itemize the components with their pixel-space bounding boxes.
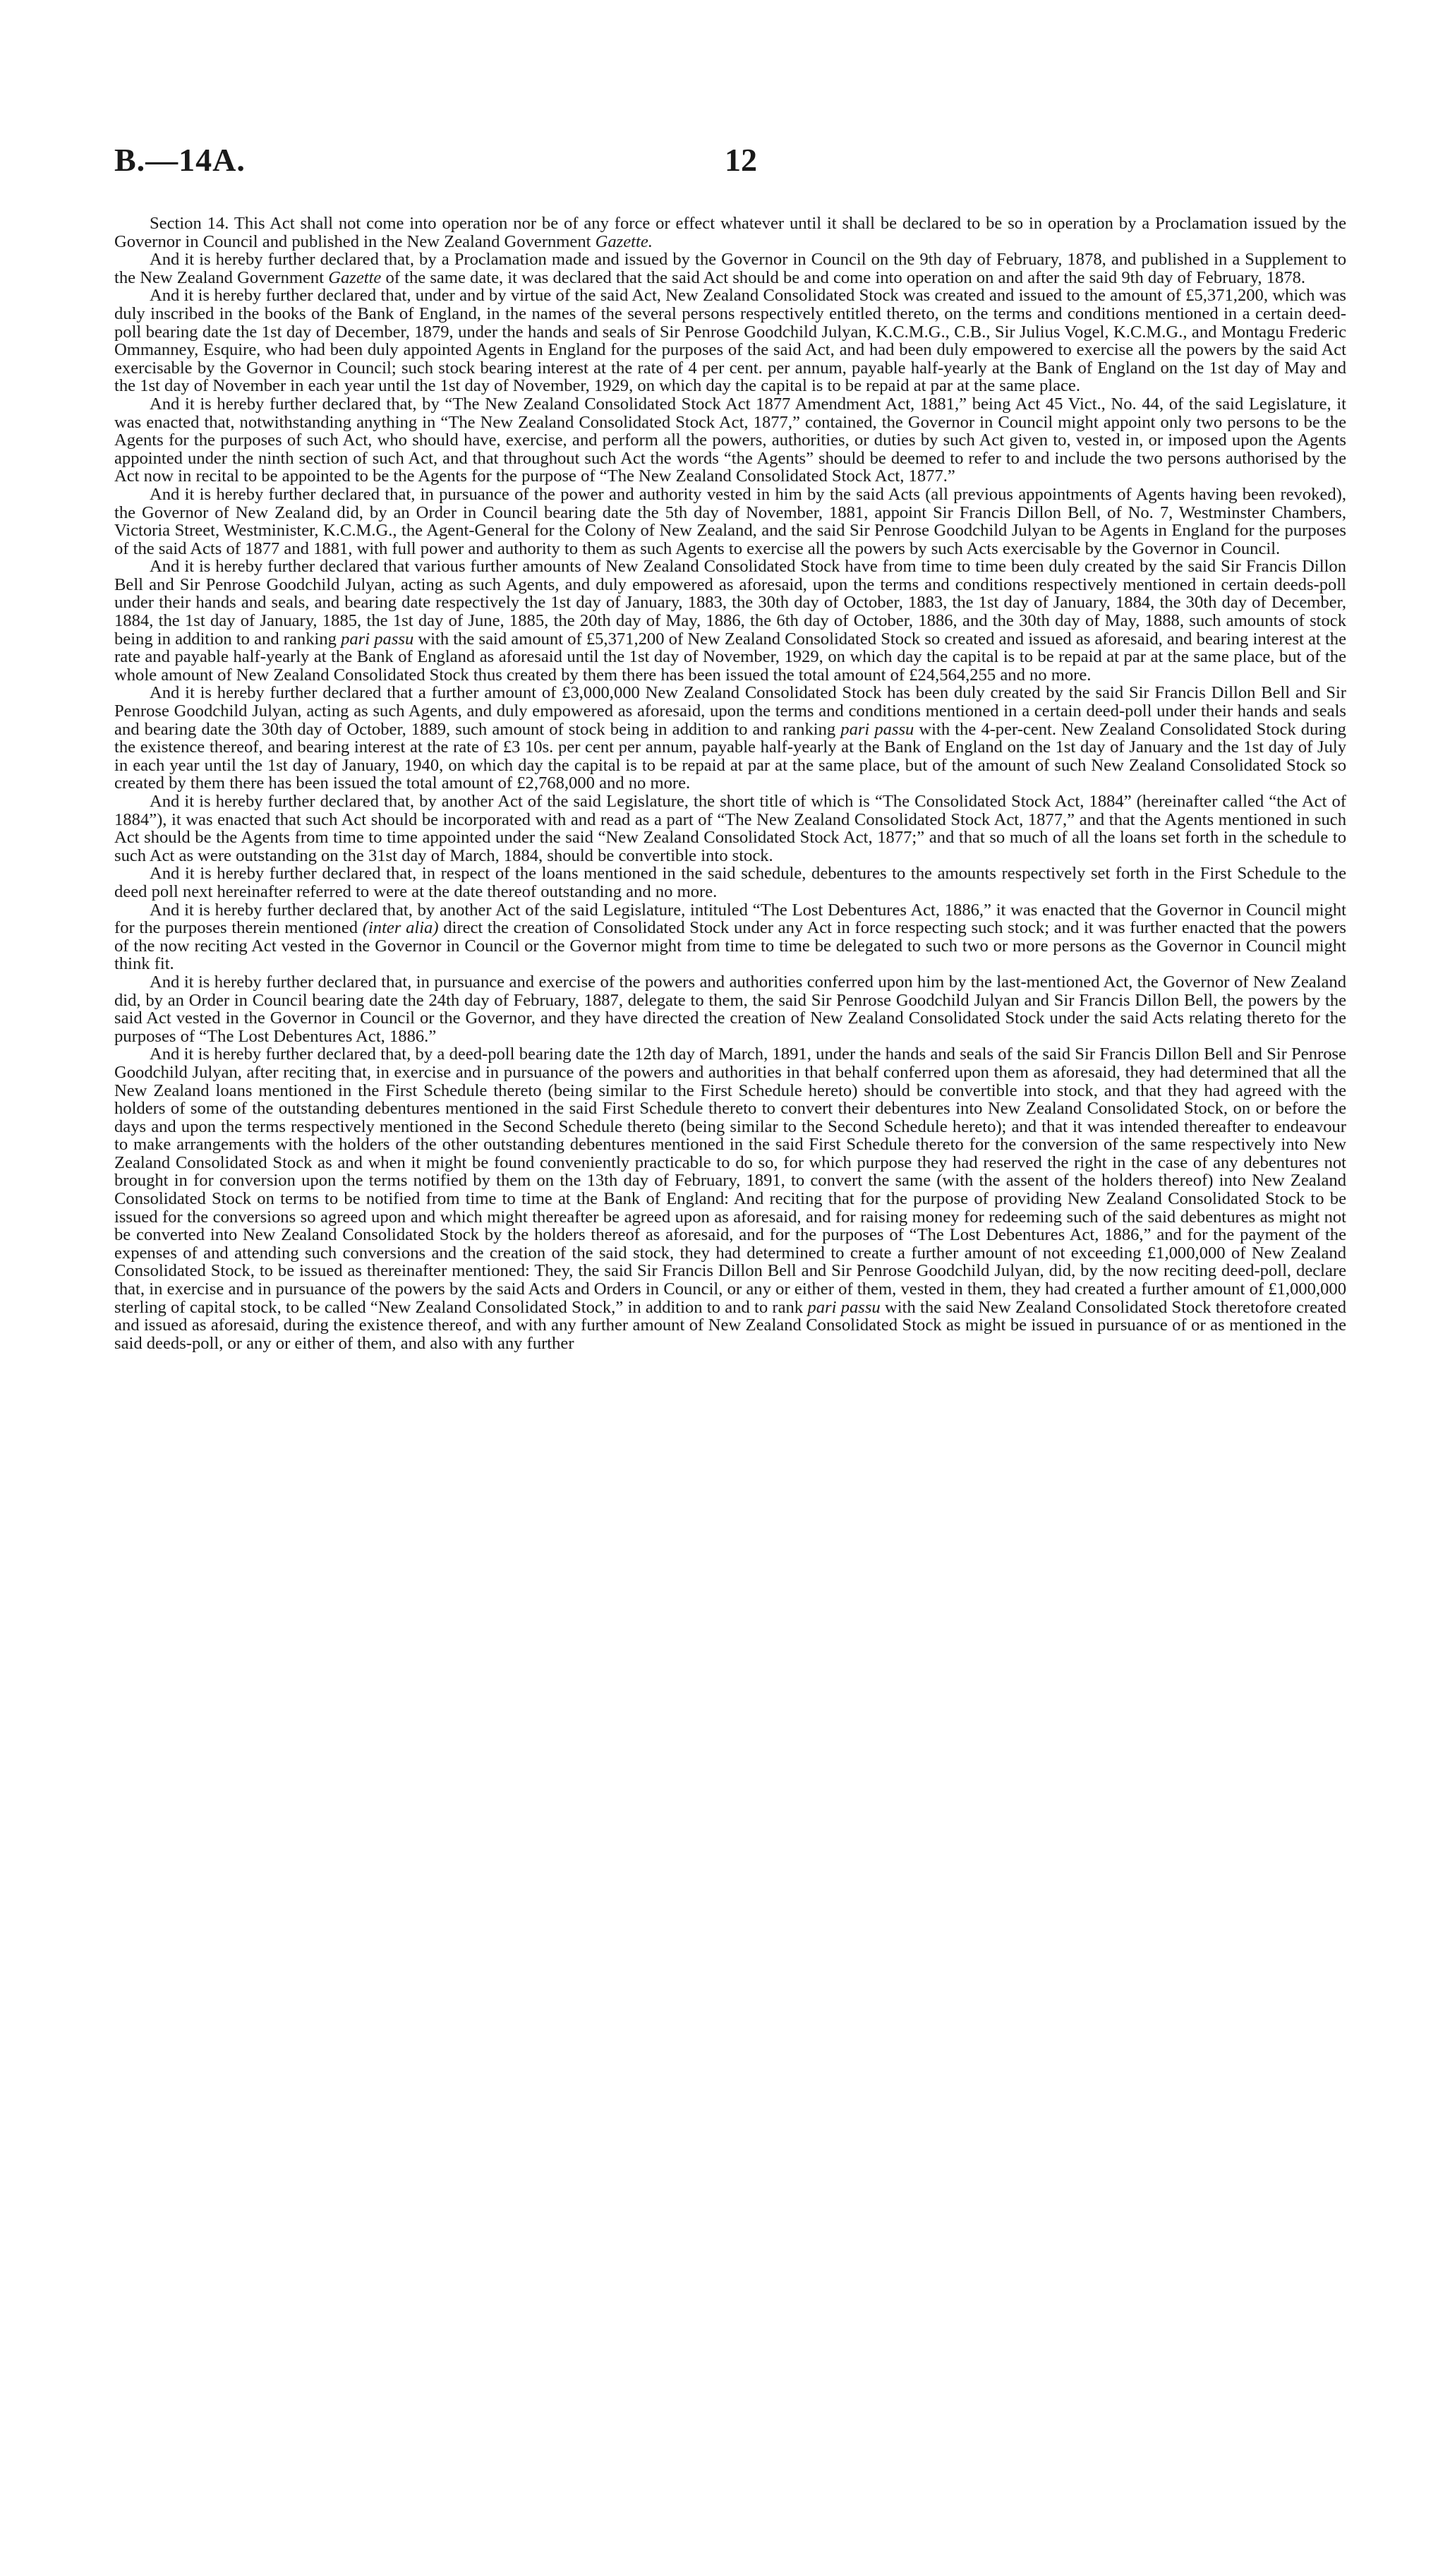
paragraph: And it is hereby further declared that various further amounts of New Zealand Consolidated Stock have from time to time been duly created by the said Sir Francis Dillon Bell and Sir Penrose Goodchild Julyan, acting as such Agents, and duly empowered as aforesaid, upon the terms and conditions respectively mentioned in certain deeds-poll under their hands and seals, and bearing date respectively the 1st day of January, 1883, the 30th day of October, 1883, the 1st day of January, 1884, the 30th day of December, 1884, the 1st day of January, 1885, the 1st day of June, 1885, the 20th day of May, 1886, the 6th day of October, 1886, and the 30th day of May, 1888, such amounts of stock being in addition to and ranking pari passu with the said amount of £5,371,200 of New Zealand Consolidated Stock so created and issued as aforesaid, and bearing interest at the rate and payable half-yearly at the Bank of England as aforesaid until the 1st day of November, 1929, on which day the capital is to be repaid at par at the same place, but of the whole amount of New Zealand Consolidated Stock thus created by them there has been issued the total amount of £24,564,255 and no more.	[114, 557, 1346, 685]
page-header	[114, 141, 1346, 186]
page-number: 12	[725, 142, 757, 178]
paragraph: And it is hereby further declared that, by another Act of the said Legislature, the short title of which is “The Consolidated Stock Act, 1884” (hereinafter called “the Act of 1884”), it was enacted that such Act should be incorporated with and read as a part of “The New Zealand Consolidated Stock Act, 1877,” and that the Agents mentioned in such Act should be the Agents from time to time appointed under the said “New Zealand Consolidated Stock Act, 1877;” and that so much of all the loans set forth in the schedule to such Act as were outstanding on the 31st day of March, 1884, should be convertible into stock.	[114, 792, 1346, 865]
paragraph: And it is hereby further declared that, in respect of the loans mentioned in the said schedule, debentures to the amounts respectively set forth in the First Schedule to the deed poll next hereinafter referred to were at the date thereof outstanding and no more.	[114, 864, 1346, 901]
paragraph: And it is hereby further declared that, by another Act of the said Legislature, intituled “The Lost Debentures Act, 1886,” it was enacted that the Governor in Council might for the purposes therein mentioned (inter alia) direct the creation of Consolidated Stock under any Act in force respecting such stock; and it was further enacted that the powers of the now reciting Act vested in the Governor in Council or the Governor might from time to time be delegated to such two or more persons as the Governor in Council might think fit.	[114, 900, 1346, 974]
paragraph: And it is hereby further declared that, in pursuance of the power and authority vested in him by the said Acts (all previous appointments of Agents having been revoked), the Governor of New Zealand did, by an Order in Council bearing date the 5th day of November, 1881, appoint Sir Francis Dillon Bell, of No. 7, Westminster Chambers, Victoria Street, Westminister, K.C.M.G., the Agent-General for the Colony of New Zealand, and the said Sir Penrose Goodchild Julyan to be Agents in England for the purposes of the said Acts of 1877 and 1881, with full power and authority to them as such Agents to exercise all the powers by such Acts exercisable by the Governor in Council.	[114, 484, 1346, 558]
paragraph: And it is hereby further declared that, by a deed-poll bearing date the 12th day of March, 1891, under the hands and seals of the said Sir Francis Dillon Bell and Sir Penrose Goodchild Julyan, after reciting that, in exercise and in pursuance of the powers and authorities in that behalf conferred upon them as aforesaid, they had determined that all the New Zealand loans mentioned in the First Schedule thereto (being similar to the First Schedule hereto) should be convertible into stock, and that they had agreed with the holders of some of the outstanding debentures mentioned in the said First Schedule thereto to convert their debentures into New Zealand Consolidated Stock, on or before the days and upon the terms respectively mentioned in the Second Schedule thereto (being similar to the Second Schedule hereto); and that it was intended thereafter to endeavour to make arrangements with the holders of the other outstanding debentures mentioned in the said First Schedule thereto for the conversion of the same respectively into New Zealand Consolidated Stock as and when it might be found conveniently practicable to do so, for which purpose they had reserved the right in the case of any debentures not brought in for conversion upon the terms notified by them on the 13th day of February, 1891, to convert the same (with the assent of the holders thereof) into New Zealand Consolidated Stock on terms to be notified from time to time at the Bank of England: And reciting that for the purpose of providing New Zealand Consolidated Stock to be issued for the conversions so agreed upon and which might thereafter be agreed upon as aforesaid, and for raising money for redeeming such of the said debentures as might not be converted into New Zealand Consolidated Stock by the holders thereof as aforesaid, and for the purposes of “The Lost Debentures Act, 1886,” and for the payment of the expenses of and attending such conversions and the creation of the said stock, they had determined to create a further amount of not exceeding £1,000,000 of New Zealand Consolidated Stock, to be issued as thereinafter mentioned: They, the said Sir Francis Dillon Bell and Sir Penrose Goodchild Julyan, did, by the now reciting deed-poll, declare that, in exercise and in pursuance of the powers by the said Acts and Orders in Council, or any or either of them, vested in them, they had created a further amount of £1,000,000 sterling of capital stock, to be called “New Zealand Consolidated Stock,” in addition to and to rank pari passu with the said New Zealand Consolidated Stock theretofore created and issued as aforesaid, during the existence thereof, and with any further amount of New Zealand Consolidated Stock as might be issued in pursuance of or as mentioned in the said deeds-poll, or any or either of them, and also with any further	[114, 1045, 1346, 1353]
body-text	[114, 215, 1346, 1352]
paragraph: And it is hereby further declared that, in pursuance and exercise of the powers and authorities conferred upon him by the last-mentioned Act, the Governor of New Zealand did, by an Order in Council bearing date the 24th day of February, 1887, delegate to them, the said Sir Penrose Goodchild Julyan and Sir Francis Dillon Bell, the powers by the said Act vested in the Governor in Council or the Governor, and they have directed the creation of New Zealand Consolidated Stock under the said Acts relating thereto for the purposes of “The Lost Debentures Act, 1886.”	[114, 972, 1346, 1046]
page-reference: B.—14A.	[114, 142, 246, 178]
paragraph: And it is hereby further declared that, by “The New Zealand Consolidated Stock Act 1877 Amendment Act, 1881,” being Act 45 Vict., No. 44, of the said Legislature, it was enacted that, notwithstanding anything in “The New Zealand Consolidated Stock Act, 1877,” contained, the Governor in Council might appoint only two persons to be the Agents for the purposes of such Act, who should have, exercise, and perform all the powers, authorities, or duties by such Act given to, vested in, or imposed upon the Agents appointed under the ninth section of such Act, and that throughout such Act the words “the Agents” should be deemed to refer to and include the two persons authorised by the Act now in recital to be appointed to be the Agents for the purpose of “The New Zealand Consolidated Stock Act, 1877.”	[114, 394, 1346, 486]
paragraph: And it is hereby further declared that, under and by virtue of the said Act, New Zealand Consolidated Stock was created and issued to the amount of £5,371,200, which was duly inscribed in the books of the Bank of England, in the names of the several persons respectively entitled thereto, on the terms and conditions mentioned in a certain deed-poll bearing date the 1st day of December, 1879, under the hands and seals of Sir Penrose Goodchild Julyan, K.C.M.G., C.B., Sir Julius Vogel, K.C.M.G., and Montagu Frederic Ommanney, Esquire, who had been duly appointed Agents in England for the purposes of the said Act, and had been duly empowered to exercise all the powers by the said Act exercisable by the Governor in Council; such stock bearing interest at the rate of 4 per cent. per annum, payable half-yearly at the Bank of England on the 1st day of May and the 1st day of November in each year until the 1st day of November, 1929, on which day the capital is to be repaid at par at the same place.	[114, 286, 1346, 396]
paragraph: And it is hereby further declared that, by a Proclamation made and issued by the Governor in Council on the 9th day of February, 1878, and published in a Supplement to the New Zealand Government Gazette of the same date, it was declared that the said Act should be and come into operation on and after the said 9th day of February, 1878.	[114, 250, 1346, 287]
paragraph: And it is hereby further declared that a further amount of £3,000,000 New Zealand Consolidated Stock has been duly created by the said Sir Francis Dillon Bell and Sir Penrose Goodchild Julyan, acting as such Agents, and duly empowered as aforesaid, upon the terms and conditions mentioned in a certain deed-poll under their hands and seals and bearing date the 30th day of October, 1889, such amount of stock being in addition to and ranking pari passu with the 4-per-cent. New Zealand Consolidated Stock during the existence thereof, and bearing interest at the rate of £3 10s. per cent per annum, payable half-yearly at the Bank of England on the 1st day of January and the 1st day of July in each year until the 1st day of January, 1940, on which day the capital is to be repaid at par at the same place, but of the amount of such New Zealand Consolidated Stock so created by them there has been issued the total amount of £2,768,000 and no more.	[114, 683, 1346, 793]
document-page	[114, 141, 1346, 1352]
paragraph: Section 14. This Act shall not come into operation nor be of any force or effect whatever until it shall be declared to be so in operation by a Proclamation issued by the Governor in Council and published in the New Zealand Government Gazette.	[114, 214, 1346, 251]
